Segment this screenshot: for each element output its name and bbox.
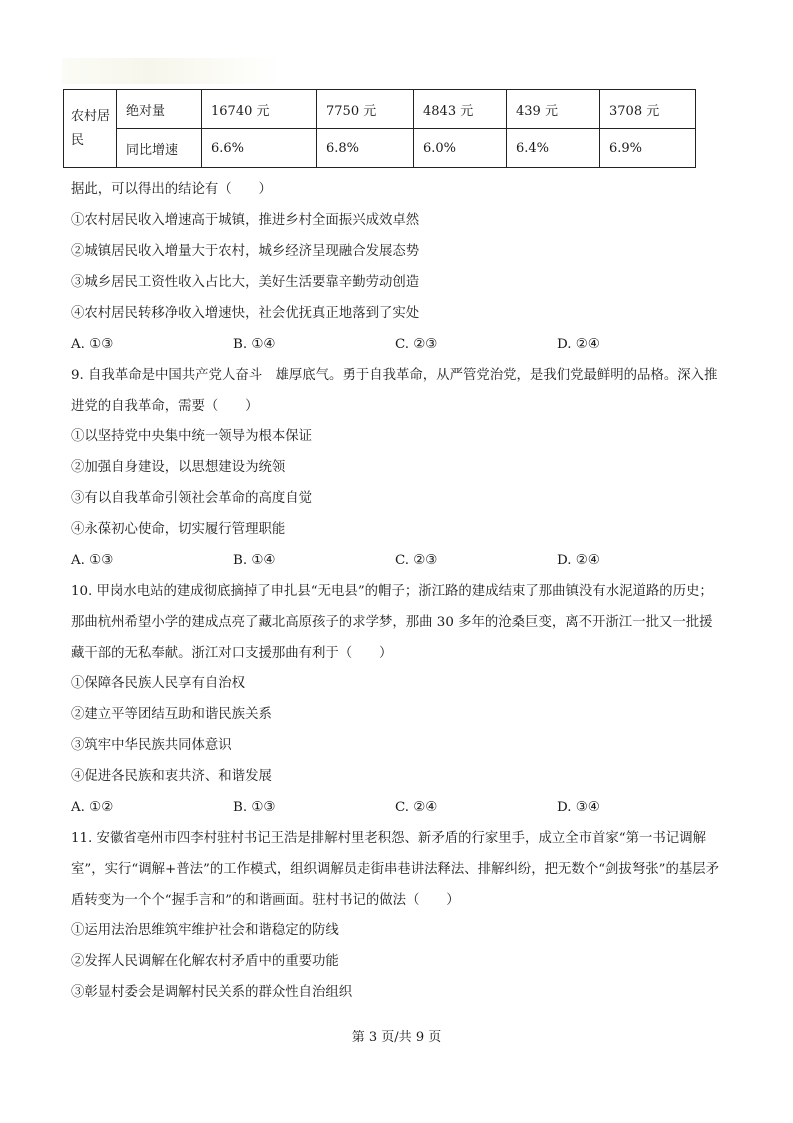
table-cell: 3708 元 (600, 90, 696, 129)
q8-option-b[interactable]: B. ①④ (233, 337, 276, 352)
question-content (71, 180, 721, 1014)
q9-option-d[interactable]: D. ②④ (557, 553, 600, 568)
table-row (64, 129, 696, 168)
table-cell: 6.4% (507, 129, 600, 168)
q9-option-b[interactable]: B. ①④ (233, 553, 276, 568)
row-header-rural: 农村居民 (64, 90, 117, 168)
q10-option-a[interactable]: A. ①② (71, 800, 114, 815)
q10-statement-3: ③筑牢中华民族共同体意识 (71, 738, 232, 753)
q10-statement-1: ①保障各民族人民享有自治权 (71, 676, 246, 691)
q9-statement-3: ③有以自我革命引领社会革命的高度自觉 (71, 491, 313, 506)
income-table (63, 89, 696, 168)
table-cell: 7750 元 (317, 90, 414, 129)
q8-statement-4: ④农村居民转移净收入增速快，社会优抚真正地落到了实处 (71, 306, 420, 321)
q9-statement-2: ②加强自身建设，以思想建设为统领 (71, 460, 286, 475)
table-cell: 6.0% (414, 129, 507, 168)
q8-statement-3: ③城乡居民工资性收入占比大，美好生活要靠辛勤劳动创造 (71, 275, 420, 290)
table-cell: 4843 元 (414, 90, 507, 129)
table-cell: 6.8% (317, 129, 414, 168)
q11-statement-2: ②发挥人民调解在化解农村矛盾中的重要功能 (71, 954, 339, 969)
scan-artifact (62, 58, 282, 84)
q10-option-c[interactable]: C. ②④ (395, 800, 438, 815)
q8-statement-1: ①农村居民收入增速高于城镇，推进乡村全面振兴成效卓然 (71, 213, 420, 228)
q9-statement-1: ①以坚持党中央集中统一领导为根本保证 (71, 429, 313, 444)
q9-option-a[interactable]: A. ①③ (71, 553, 114, 568)
q10-statement-2: ②建立平等团结互助和谐民族关系 (71, 707, 272, 722)
q9-stem: 9. 自我革命是中国共产党人奋斗 雄厚底气。勇于自我革命，从严管党治党，是我们党最鲜明的品格。深入推进党的自我革命，需要（ ） (71, 368, 718, 414)
table-cell: 6.9% (600, 129, 696, 168)
q11-statement-1: ①运用法治思维筑牢维护社会和谐稳定的防线 (71, 923, 339, 938)
q9-statement-4: ④永葆初心使命，切实履行管理职能 (71, 522, 286, 537)
q11-stem: 11. 安徽省亳州市四李村驻村书记王浩是排解村里老积怨、新矛盾的行家里手，成立全市首家“第一书记调解室”，实行“调解+普法”的工作模式，组织调解员走街串巷讲法释法、排解纠纷，把无数个“剑拔弩张”的基层矛盾转变为一个个“握手言和”的和谐画面。驻村书记的做法（ ） (71, 831, 720, 908)
q9-option-c[interactable]: C. ②③ (395, 553, 438, 568)
q8-statement-2: ②城镇居民收入增量大于农村，城乡经济呈现融合发展态势 (71, 244, 420, 259)
q8-option-d[interactable]: D. ②④ (557, 337, 600, 352)
q8-option-c[interactable]: C. ②③ (395, 337, 438, 352)
q10-option-b[interactable]: B. ①③ (233, 800, 276, 815)
q10-statement-4: ④促进各民族和衷共济、和谐发展 (71, 769, 272, 784)
table-cell: 6.6% (202, 129, 317, 168)
q10-stem: 10. 甲岗水电站的建成彻底摘掉了申扎县“无电县”的帽子；浙江路的建成结束了那曲镇没有水泥道路的历史；那曲杭州希望小学的建成点亮了藏北高原孩子的求学梦，那曲 30 多年的沧桑巨变，离不开浙江一批又一批援藏干部的无私奉献。浙江对口支援那曲有利于（ ） (71, 584, 713, 661)
q10-option-d[interactable]: D. ③④ (557, 800, 600, 815)
q11-statement-3: ③彰显村委会是调解村民关系的群众性自治组织 (71, 985, 353, 1000)
page-number: 第 3 页/共 9 页 (351, 1030, 442, 1045)
table-cell: 绝对量 (117, 90, 202, 129)
table-cell: 同比增速 (117, 129, 202, 168)
q8-stem: 据此，可以得出的结论有（ ） (71, 182, 272, 197)
table-row (64, 90, 696, 129)
q8-option-a[interactable]: A. ①③ (71, 337, 114, 352)
table-cell: 439 元 (507, 90, 600, 129)
table-cell: 16740 元 (202, 90, 317, 129)
